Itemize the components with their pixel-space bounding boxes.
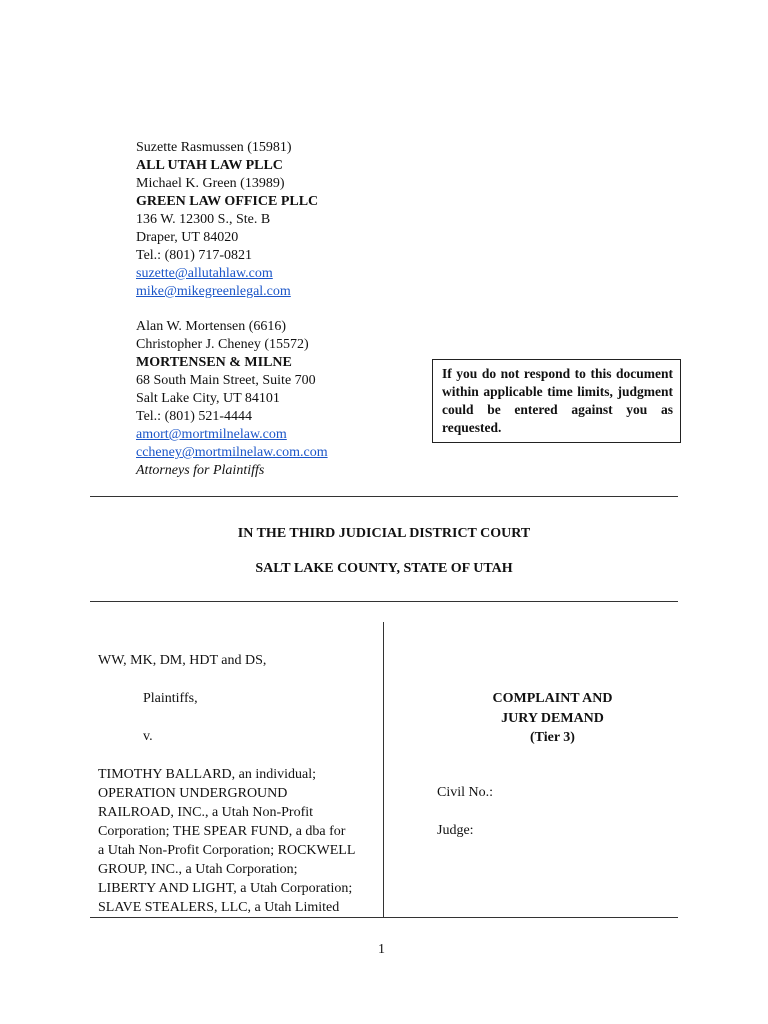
defendant-line: a Utah Non-Profit Corporation; ROCKWELL — [98, 843, 356, 858]
defendant-line: RAILROAD, INC., a Utah Non-Profit — [98, 805, 314, 820]
divider-bottom — [90, 917, 678, 918]
firm-name: GREEN LAW OFFICE PLLC — [136, 194, 319, 209]
email-link[interactable]: ccheney@mortmilnelaw.com.com — [136, 445, 328, 460]
response-notice-box: If you do not respond to this document within applicable time limits, judgment could be entered against you as requested. — [432, 359, 681, 443]
firm-phone: Tel.: (801) 521-4444 — [136, 409, 253, 424]
attorney-name: Christopher J. Cheney (15572) — [136, 337, 309, 352]
divider-top — [90, 496, 678, 497]
judge-label: Judge: — [437, 823, 474, 838]
firm-name: ALL UTAH LAW PLLC — [136, 158, 283, 173]
defendant-line: GROUP, INC., a Utah Corporation; — [98, 862, 298, 877]
email-link[interactable]: suzette@allutahlaw.com — [136, 266, 273, 281]
attorneys-for-plaintiffs: Attorneys for Plaintiffs — [136, 463, 265, 478]
defendant-line: OPERATION UNDERGROUND — [98, 786, 288, 801]
email-link[interactable]: mike@mikegreenlegal.com — [136, 284, 291, 299]
firm-address-city: Salt Lake City, UT 84101 — [136, 391, 280, 406]
parties-caption — [98, 651, 380, 917]
attorney-name: Suzette Rasmussen (15981) — [136, 140, 292, 155]
defendant-line: SLAVE STEALERS, LLC, a Utah Limited — [98, 900, 340, 915]
court-name: IN THE THIRD JUDICIAL DISTRICT COURT — [237, 526, 531, 541]
firm-name: MORTENSEN & MILNE — [136, 355, 292, 370]
email-link[interactable]: amort@mortmilnelaw.com — [136, 427, 287, 442]
defendants-list — [98, 765, 380, 917]
document-title — [440, 689, 665, 748]
attorney-group-2 — [136, 318, 328, 480]
plaintiffs-label: Plaintiffs, — [143, 691, 198, 706]
court-county: SALT LAKE COUNTY, STATE OF UTAH — [255, 561, 513, 576]
caption-divider — [383, 622, 384, 918]
defendant-line: Corporation; THE SPEAR FUND, a dba for — [98, 824, 346, 839]
civil-no-label: Civil No.: — [437, 785, 494, 800]
case-fields — [437, 785, 493, 861]
document-title-line-1: COMPLAINT AND — [492, 691, 613, 706]
page-number: 1 — [378, 942, 385, 957]
attorney-name: Alan W. Mortensen (6616) — [136, 319, 287, 334]
firm-address-city: Draper, UT 84020 — [136, 230, 239, 245]
defendant-line: TIMOTHY BALLARD, an individual; — [98, 767, 317, 782]
attorney-name: Michael K. Green (13989) — [136, 176, 285, 191]
firm-phone: Tel.: (801) 717-0821 — [136, 248, 253, 263]
attorney-block — [136, 139, 328, 480]
divider-middle — [90, 601, 678, 602]
firm-address-street: 68 South Main Street, Suite 700 — [136, 373, 316, 388]
document-title-line-3: (Tier 3) — [530, 730, 575, 745]
firm-address-street: 136 W. 12300 S., Ste. B — [136, 212, 271, 227]
attorney-group-1 — [136, 139, 328, 301]
plaintiffs-names: WW, MK, DM, HDT and DS, — [98, 653, 267, 668]
document-title-line-2: JURY DEMAND — [501, 710, 604, 726]
defendant-line: LIBERTY AND LIGHT, a Utah Corporation; — [98, 881, 353, 896]
versus: v. — [143, 729, 153, 744]
